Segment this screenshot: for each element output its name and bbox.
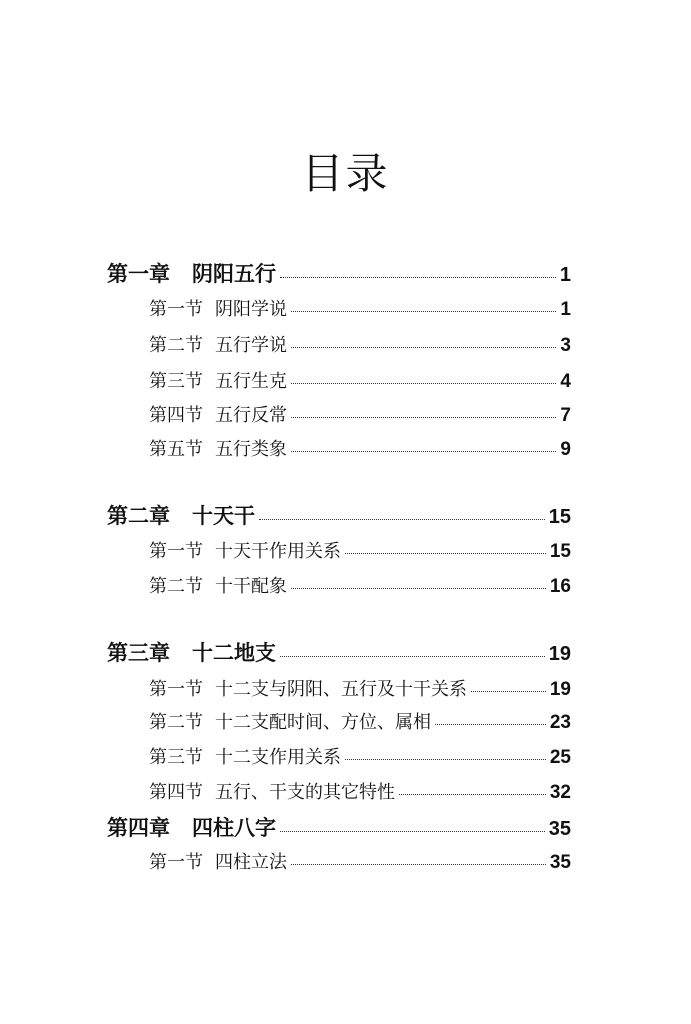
chapter-title: 四柱八字 [192, 816, 276, 840]
dot-leader [291, 451, 556, 452]
toc-section[interactable] [149, 708, 571, 734]
dot-leader [399, 794, 546, 795]
dot-leader [280, 656, 545, 657]
section-number: 第一节 [149, 679, 203, 700]
page-number: 19 [549, 679, 571, 700]
page-number: 23 [549, 712, 571, 733]
page-number: 7 [560, 405, 571, 426]
page-number: 4 [560, 371, 571, 392]
chapter-number: 第一章 [107, 262, 170, 286]
dot-leader [291, 347, 556, 348]
page-number: 15 [549, 541, 571, 562]
section-number: 第一节 [149, 852, 203, 873]
page-number: 32 [549, 782, 571, 803]
dot-leader [280, 831, 545, 832]
toc-section[interactable] [149, 743, 571, 769]
section-number: 第二节 [149, 576, 203, 597]
page-number: 25 [549, 747, 571, 768]
toc-chapter-1[interactable] [107, 258, 571, 288]
toc-section[interactable] [149, 295, 571, 321]
section-title: 五行生克 [215, 371, 287, 392]
section-number: 第一节 [149, 541, 203, 562]
toc-section[interactable] [149, 572, 571, 598]
toc-section[interactable] [149, 331, 571, 357]
page-number: 3 [560, 335, 571, 356]
dot-leader [291, 311, 556, 312]
page-number: 9 [560, 439, 571, 460]
section-number: 第四节 [149, 782, 203, 803]
chapter-title: 阴阳五行 [192, 262, 276, 286]
toc-section[interactable] [149, 848, 571, 874]
toc-chapter-3[interactable] [107, 637, 571, 667]
toc-section[interactable] [149, 778, 571, 804]
toc-section[interactable] [149, 675, 571, 701]
page-number: 19 [548, 643, 571, 665]
chapter-title: 十二地支 [192, 641, 276, 665]
page-title: 目录 [301, 149, 390, 198]
section-title: 十二支配时间、方位、属相 [215, 712, 431, 733]
toc-section[interactable] [149, 367, 571, 393]
page-number: 35 [548, 818, 571, 840]
section-title: 十天干作用关系 [215, 541, 341, 562]
chapter-number: 第二章 [107, 504, 170, 528]
chapter-title: 十天干 [192, 504, 255, 528]
dot-leader [435, 724, 546, 725]
dot-leader [291, 588, 546, 589]
section-title: 阴阳学说 [215, 299, 287, 320]
section-title: 五行反常 [215, 405, 287, 426]
section-number: 第三节 [149, 747, 203, 768]
section-title: 五行类象 [215, 439, 287, 460]
section-title: 十二支作用关系 [215, 747, 341, 768]
dot-leader [471, 691, 546, 692]
chapter-number: 第四章 [107, 816, 170, 840]
section-number: 第四节 [149, 405, 203, 426]
dot-leader [291, 383, 556, 384]
section-title: 四柱立法 [215, 852, 287, 873]
section-title: 十干配象 [215, 576, 287, 597]
chapter-number: 第三章 [107, 641, 170, 665]
section-title: 十二支与阴阳、五行及十干关系 [215, 679, 467, 700]
toc-section[interactable] [149, 537, 571, 563]
page-number: 1 [559, 264, 571, 286]
dot-leader [345, 553, 546, 554]
section-number: 第五节 [149, 439, 203, 460]
section-title: 五行学说 [215, 335, 287, 356]
page-number: 15 [548, 506, 571, 528]
section-number: 第二节 [149, 335, 203, 356]
dot-leader [291, 417, 556, 418]
section-number: 第一节 [149, 299, 203, 320]
dot-leader [259, 519, 545, 520]
toc-chapter-2[interactable] [107, 500, 571, 530]
dot-leader [291, 864, 546, 865]
section-title: 五行、干支的其它特性 [215, 782, 395, 803]
toc-section[interactable] [149, 435, 571, 461]
section-number: 第三节 [149, 371, 203, 392]
section-number: 第二节 [149, 712, 203, 733]
page-number: 16 [549, 576, 571, 597]
page-number: 35 [549, 852, 571, 873]
toc-section[interactable] [149, 401, 571, 427]
dot-leader [280, 277, 556, 278]
dot-leader [345, 759, 546, 760]
page-number: 1 [560, 299, 571, 320]
toc-chapter-4[interactable] [107, 812, 571, 842]
